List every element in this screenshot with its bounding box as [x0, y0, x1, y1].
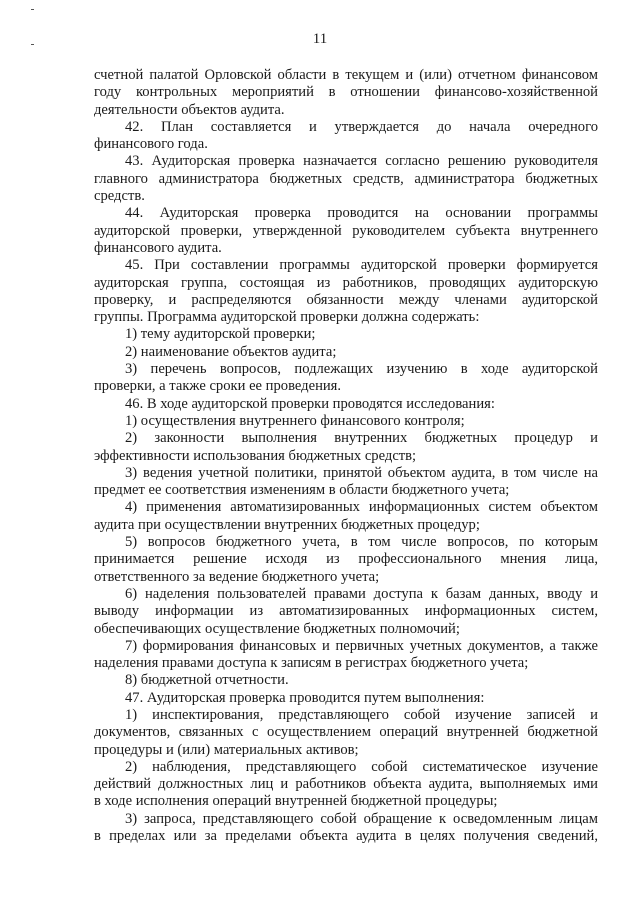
text-line: 45. При составлении программы аудиторской проверки формируется: [125, 257, 598, 274]
text-line: в пределах или за пределами объекта аудита в целях получения сведений,: [94, 828, 598, 845]
text-line: главного администратора бюджетных средств, администратора бюджетных: [94, 170, 598, 187]
text-line: 5) вопросов бюджетного учета, в том числе вопросов, по которым: [125, 534, 598, 551]
text-line: 1) тему аудиторской проверки;: [125, 326, 316, 343]
text-line: процедуры и (или) материальных активов;: [94, 741, 359, 758]
text-line: деятельности объектов аудита.: [94, 101, 285, 118]
text-line: 8) бюджетной отчетности.: [125, 672, 289, 689]
text-line: группы. Программа аудиторской проверки должна содержать:: [94, 309, 480, 326]
text-line: 43. Аудиторская проверка назначается согласно решению руководителя: [125, 153, 598, 170]
text-line: обеспечивающих осуществление бюджетных полномочий;: [94, 620, 460, 637]
text-line: счетной палатой Орловской области в текущем и (или) отчетном финансовом: [94, 67, 598, 83]
text-line: 6) наделения пользователей правами доступа к базам данных, вводу и: [125, 585, 598, 602]
text-line: 2) наименование объектов аудита;: [125, 343, 337, 360]
text-line: 7) формирования финансовых и первичных учетных документов, а также: [125, 637, 598, 654]
text-line: 46. В ходе аудиторской проверки проводятся исследования:: [125, 395, 495, 412]
text-line: предмет ее соответствия изменениям в области бюджетного учета;: [94, 482, 510, 499]
scan-mark: [31, 9, 34, 10]
text-line: ответственного за ведение бюджетного учета;: [94, 568, 380, 585]
text-line: эффективности использования бюджетных средств;: [94, 447, 417, 464]
text-line: 2) законности выполнения внутренних бюджетных процедур и: [125, 430, 598, 447]
text-line: 1) осуществления внутреннего финансового контроля;: [125, 412, 465, 429]
text-line: 3) запроса, представляющего собой обращение к осведомленным лицам: [125, 810, 598, 827]
text-line: проверки, а также сроки ее проведения.: [94, 378, 342, 395]
text-line: году контрольных мероприятий в отношении финансово-хозяйственной: [94, 84, 598, 101]
text-line: наделения правами доступа к записям в регистрах бюджетного учета;: [94, 655, 529, 672]
text-line: в ходе исполнения операций внутренней бюджетной процедуры;: [94, 793, 498, 810]
text-line: средств.: [94, 188, 145, 205]
text-line: принимается решение исходя из профессионального мнения лица,: [94, 551, 598, 568]
text-line: 4) применения автоматизированных информационных систем объектом: [125, 499, 598, 516]
text-line: действий должностных лиц и работников объекта аудита, выполняемых ими: [94, 776, 598, 793]
text-line: 44. Аудиторская проверка проводится на основании программы: [125, 205, 598, 222]
text-line: 3) перечень вопросов, подлежащих изучению в ходе аудиторской: [125, 361, 598, 378]
text-line: 2) наблюдения, представляющего собой систематическое изучение: [125, 758, 598, 775]
text-line: финансового аудита.: [94, 239, 222, 256]
document-body: [94, 67, 598, 845]
text-line: 3) ведения учетной политики, принятой объектом аудита, в том числе на: [125, 464, 598, 481]
text-line: проверку, и распределяются обязанности между членами аудиторской: [94, 291, 598, 308]
page-number: 11: [312, 31, 328, 47]
text-line: выводу информации из автоматизированных информационных систем,: [94, 603, 598, 620]
text-line: документов, связанных с осуществлением операций внутренней бюджетной: [94, 724, 598, 741]
text-line: 1) инспектирования, представляющего собой изучение записей и: [125, 706, 598, 723]
text-line: 47. Аудиторская проверка проводится путем выполнения:: [125, 689, 485, 706]
text-line: аудита при осуществлении внутренних бюджетных процедур;: [94, 516, 480, 533]
text-line: аудиторской проверки, утвержденной руководителем субъекта внутреннего: [94, 222, 598, 239]
text-line: финансового года.: [94, 136, 208, 153]
text-line: аудиторская группа, состоящая из работников, проводящих аудиторскую: [94, 274, 598, 291]
text-line: 42. План составляется и утверждается до начала очередного: [125, 118, 598, 135]
